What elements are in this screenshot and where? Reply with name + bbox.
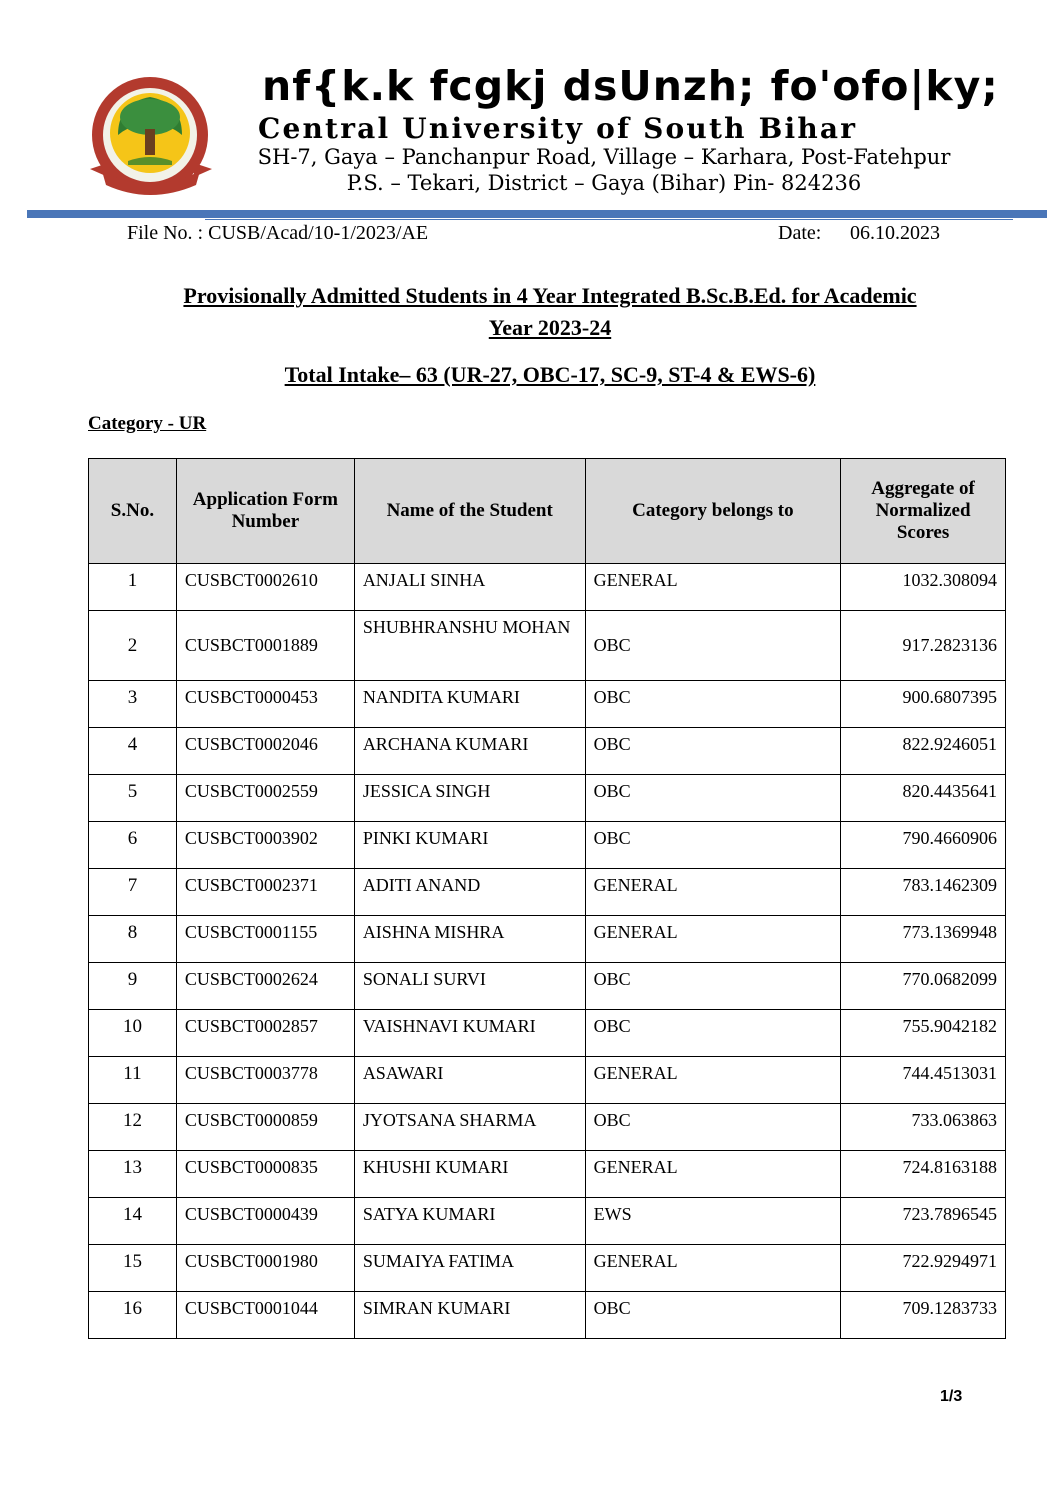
cell-student-name: SIMRAN KUMARI	[354, 1292, 585, 1339]
table-row	[89, 775, 1006, 822]
table-row	[89, 963, 1006, 1010]
cell-sno: 11	[89, 1057, 177, 1104]
cell-score: 709.1283733	[841, 1292, 1006, 1339]
document-title-line-1: Provisionally Admitted Students in 4 Year Integrated B.Sc.B.Ed. for Academic	[183, 283, 917, 308]
cell-category: GENERAL	[585, 564, 841, 611]
cell-category: OBC	[585, 1292, 841, 1339]
document-title	[100, 280, 1000, 344]
cell-sno: 3	[89, 681, 177, 728]
table-row	[89, 564, 1006, 611]
cell-category: OBC	[585, 728, 841, 775]
admitted-students-table	[88, 458, 1006, 1339]
cell-category: OBC	[585, 611, 841, 681]
file-number: File No. : CUSB/Acad/10-1/2023/AE	[127, 222, 429, 244]
cell-score: 770.0682099	[841, 963, 1006, 1010]
cell-application-number: CUSBCT0001889	[176, 611, 354, 681]
cell-sno: 12	[89, 1104, 177, 1151]
cell-student-name: ADITI ANAND	[354, 869, 585, 916]
cell-student-name: KHUSHI KUMARI	[354, 1151, 585, 1198]
cell-category: GENERAL	[585, 1151, 841, 1198]
cell-category: OBC	[585, 1010, 841, 1057]
cell-application-number: CUSBCT0002857	[176, 1010, 354, 1057]
table-row	[89, 611, 1006, 681]
cell-score: 820.4435641	[841, 775, 1006, 822]
header-application-form: Application Form Number	[176, 459, 354, 564]
cell-score: 900.6807395	[841, 681, 1006, 728]
cell-application-number: CUSBCT0001155	[176, 916, 354, 963]
cell-application-number: CUSBCT0002371	[176, 869, 354, 916]
date-value: 06.10.2023	[850, 222, 940, 244]
cell-category: OBC	[585, 681, 841, 728]
cell-sno: 4	[89, 728, 177, 775]
cell-application-number: CUSBCT0003778	[176, 1057, 354, 1104]
cell-application-number: CUSBCT0002046	[176, 728, 354, 775]
cell-application-number: CUSBCT0001044	[176, 1292, 354, 1339]
header-category: Category belongs to	[585, 459, 841, 564]
header-score: Aggregate of Normalized Scores	[841, 459, 1006, 564]
header-divider	[27, 210, 1047, 218]
cell-score: 722.9294971	[841, 1245, 1006, 1292]
university-english-name: Central University of South Bihar	[258, 112, 858, 145]
cell-student-name: ANJALI SINHA	[354, 564, 585, 611]
cell-category: OBC	[585, 822, 841, 869]
cell-application-number: CUSBCT0001980	[176, 1245, 354, 1292]
cell-score: 755.9042182	[841, 1010, 1006, 1057]
table-row	[89, 681, 1006, 728]
cell-sno: 16	[89, 1292, 177, 1339]
cell-student-name: SATYA KUMARI	[354, 1198, 585, 1245]
table-row	[89, 822, 1006, 869]
cell-student-name: JYOTSANA SHARMA	[354, 1104, 585, 1151]
address-line-2: P.S. – Tekari, District – Gaya (Bihar) Pin- 824236	[346, 171, 862, 195]
cell-category: EWS	[585, 1198, 841, 1245]
category-heading: Category - UR	[88, 413, 207, 434]
cell-score: 773.1369948	[841, 916, 1006, 963]
cell-sno: 7	[89, 869, 177, 916]
table-row	[89, 1057, 1006, 1104]
cell-score: 790.4660906	[841, 822, 1006, 869]
cell-application-number: CUSBCT0000835	[176, 1151, 354, 1198]
table-row	[89, 869, 1006, 916]
cell-student-name: VAISHNAVI KUMARI	[354, 1010, 585, 1057]
table-row	[89, 728, 1006, 775]
cell-category: GENERAL	[585, 869, 841, 916]
cell-score: 1032.308094	[841, 564, 1006, 611]
cell-category: OBC	[585, 1104, 841, 1151]
table-row	[89, 1292, 1006, 1339]
cell-category: GENERAL	[585, 1245, 841, 1292]
cell-category: OBC	[585, 963, 841, 1010]
page-number: 1/3	[940, 1388, 963, 1405]
cell-sno: 5	[89, 775, 177, 822]
table-row	[89, 1198, 1006, 1245]
date-label: Date:	[778, 222, 822, 244]
header-divider-thin	[205, 219, 1013, 220]
cell-category: GENERAL	[585, 1057, 841, 1104]
document-title-line-2: Year 2023-24	[488, 315, 612, 340]
table-row	[89, 1010, 1006, 1057]
header-student-name: Name of the Student	[354, 459, 585, 564]
cell-student-name: ARCHANA KUMARI	[354, 728, 585, 775]
table-header-row	[89, 459, 1006, 564]
cell-student-name: PINKI KUMARI	[354, 822, 585, 869]
cell-student-name: SHUBHRANSHU MOHAN	[354, 611, 585, 681]
university-hindi-name: nf{k.k fcgkj dsUnzh; fo'ofo|ky;	[262, 62, 999, 110]
cell-score: 724.8163188	[841, 1151, 1006, 1198]
cell-student-name: ASAWARI	[354, 1057, 585, 1104]
cell-score: 783.1462309	[841, 869, 1006, 916]
cell-sno: 1	[89, 564, 177, 611]
cell-score: 917.2823136	[841, 611, 1006, 681]
cell-sno: 6	[89, 822, 177, 869]
cell-sno: 13	[89, 1151, 177, 1198]
cell-category: OBC	[585, 775, 841, 822]
cell-application-number: CUSBCT0003902	[176, 822, 354, 869]
table-row	[89, 1151, 1006, 1198]
cell-student-name: NANDITA KUMARI	[354, 681, 585, 728]
address-line-1: SH-7, Gaya – Panchanpur Road, Village – Karhara, Post-Fatehpur	[257, 145, 951, 169]
cell-sno: 2	[89, 611, 177, 681]
cell-student-name: JESSICA SINGH	[354, 775, 585, 822]
cell-application-number: CUSBCT0002559	[176, 775, 354, 822]
cell-sno: 8	[89, 916, 177, 963]
cell-application-number: CUSBCT0000439	[176, 1198, 354, 1245]
cell-score: 723.7896545	[841, 1198, 1006, 1245]
cell-sno: 14	[89, 1198, 177, 1245]
table-row	[89, 916, 1006, 963]
cell-score: 733.063863	[841, 1104, 1006, 1151]
cell-score: 822.9246051	[841, 728, 1006, 775]
cell-application-number: CUSBCT0002624	[176, 963, 354, 1010]
header-sno: S.No.	[89, 459, 177, 564]
cell-sno: 15	[89, 1245, 177, 1292]
cell-sno: 10	[89, 1010, 177, 1057]
cell-student-name: SONALI SURVI	[354, 963, 585, 1010]
cell-application-number: CUSBCT0002610	[176, 564, 354, 611]
cell-application-number: CUSBCT0000453	[176, 681, 354, 728]
cell-sno: 9	[89, 963, 177, 1010]
table-row	[89, 1104, 1006, 1151]
cell-score: 744.4513031	[841, 1057, 1006, 1104]
cell-category: GENERAL	[585, 916, 841, 963]
cell-application-number: CUSBCT0000859	[176, 1104, 354, 1151]
cell-student-name: AISHNA MISHRA	[354, 916, 585, 963]
cell-student-name: SUMAIYA FATIMA	[354, 1245, 585, 1292]
table-row	[89, 1245, 1006, 1292]
total-intake-heading: Total Intake– 63 (UR-27, OBC-17, SC-9, ST-4 & EWS-6)	[284, 362, 816, 387]
